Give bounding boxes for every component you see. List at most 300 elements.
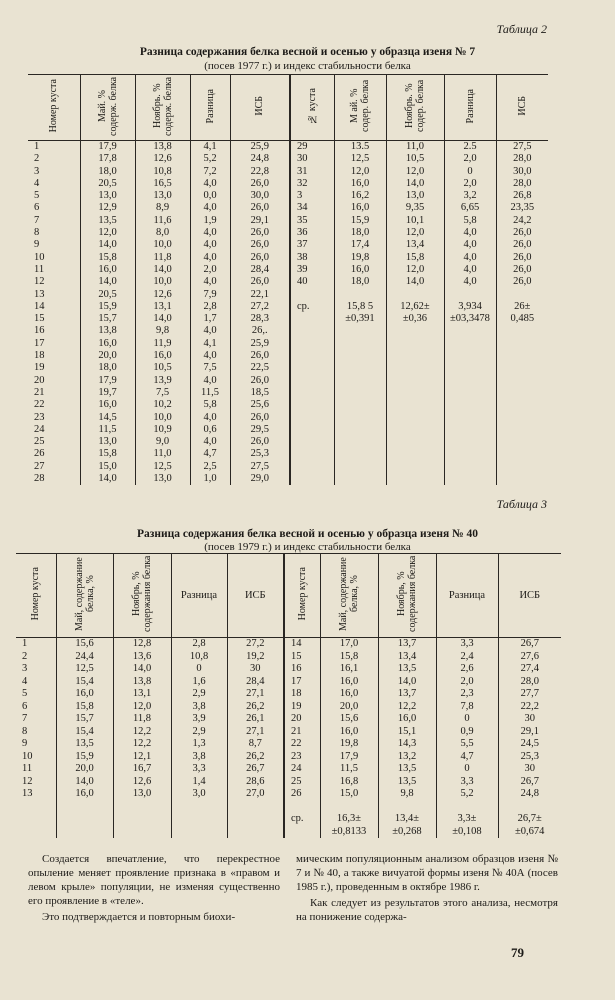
table2-cell: 5,8 [444,215,496,227]
table2-cell: 26,0 [230,252,290,264]
table2-cell [290,424,334,436]
table3-cell: 8 [22,725,28,737]
table3-row [16,663,561,676]
table3-cell: 3,3 [436,776,498,789]
table2-cell: 27,5 [496,141,548,154]
table2-cell [444,399,496,411]
table2-cell: 16,5 [135,178,190,190]
table2-cell [496,387,548,399]
table2-cell: 22 [34,399,45,411]
table3-cell: 12,0 [113,701,171,714]
table3-cell: 26 [284,788,320,801]
table3-cell [320,801,378,814]
table3-row [16,651,561,664]
table3-header-label-9: ИСБ [519,590,541,601]
table3-header-7 [378,554,436,638]
table3-cell [227,813,284,826]
table3-cell: 2,8 [171,638,227,651]
table2-cell: 26,0 [230,436,290,448]
table3-header-label-3: Разница [180,590,218,601]
table2-cell [496,461,548,473]
table2-cell [290,436,334,448]
table2-cell [444,436,496,448]
table3-cell: 15,6 [56,638,113,651]
table3-cell: 22 [284,738,320,751]
table2-cell: 13,0 [80,436,135,448]
table3-cell: 19,8 [320,738,378,751]
table3-cell: 4 [22,675,28,687]
table2-cell: 26± [496,301,548,313]
table2-cell: 27 [34,460,45,472]
table3-cell: 12,5 [56,663,113,676]
table2-cell: 29,5 [230,424,290,436]
table3-cell: 14 [284,638,320,651]
table2-header-0 [28,75,80,141]
table2-cell: 2,0 [444,153,496,165]
table2-cell: 24,2 [496,215,548,227]
table2-cell: 12,0 [334,166,386,178]
table3-cell [378,801,436,814]
table2-row [28,227,548,239]
table2-cell [496,362,548,374]
table3-cell: 16,1 [320,663,378,676]
table2-cell: 10,5 [386,153,444,165]
table2-cell: 28 [34,473,45,485]
table2-cell: 4,0 [190,412,230,424]
table2-cell: 39 [290,264,334,276]
table2-cell: 15,8 [386,252,444,264]
table3-cell: 13,4 [378,651,436,664]
table3-header-2 [113,554,171,638]
table3-cell: 15,9 [56,751,113,764]
table2-cell [386,473,444,485]
table2-row [28,141,548,154]
table3-cell: 16,0 [320,688,378,701]
table2-cell [496,338,548,350]
right-paragraph-1: мическим популяционным анализом образцов изеня № 7 и № 40, а также вичуатой формы изеня № 40А (посев 1985 г.), проведенным в октябре 1986 г. [296,853,558,893]
table2-cell: 16,0 [80,338,135,350]
table2-cell [334,424,386,436]
table2-cell [334,375,386,387]
table2-cell [290,473,334,485]
table2 [28,74,548,485]
table2-cell: 13,1 [135,301,190,313]
table2-cell: 26,0 [496,252,548,264]
table2-cell: 16,0 [80,399,135,411]
table2-cell: 13,8 [135,141,190,154]
table2-cell: 20,5 [80,178,135,190]
table2-cell: 5,8 [190,399,230,411]
table2-cell: 4,1 [190,141,230,154]
table2-cell [290,387,334,399]
table2-cell [444,448,496,460]
table3-cell: 26,7 [498,776,561,789]
table3-cell: 12 [22,775,33,787]
table2-cell: 26,8 [496,190,548,202]
table3-header-label-4: ИСБ [244,590,266,601]
table2-cell: 16,2 [334,190,386,202]
table3-header-3 [171,554,227,638]
table2-cell: 18 [34,350,45,362]
table3-cell: 16,0 [56,788,113,801]
table2-cell: 30,0 [496,166,548,178]
table3-cell: 16,0 [56,688,113,701]
table3-cell: ±0,8133 [320,826,378,839]
table2-header-label-9: ИСБ [516,96,528,116]
table2-header-6 [334,75,386,141]
table2-cell [386,424,444,436]
table2-cell: 10,5 [135,362,190,374]
table2-cell: 25,3 [230,448,290,460]
table3-cell: 24,5 [498,738,561,751]
table2-cell: 16,0 [135,350,190,362]
table2-cell [386,338,444,350]
table3-cell: 13,4± [378,813,436,826]
table3-cell: 19,2 [227,651,284,664]
table2-cell: 19,7 [80,387,135,399]
table2-label: Таблица 2 [496,22,547,36]
table3-cell: 14,3 [378,738,436,751]
table2-cell: 3,2 [444,190,496,202]
table3-cell [56,826,113,839]
table2-cell: 15,0 [80,461,135,473]
table2-cell: 28,0 [496,153,548,165]
table2-cell: 5 [34,190,40,202]
table2-cell [334,436,386,448]
table2-header-5 [290,75,334,141]
text-column-right [296,852,558,924]
table2-cell: 26,0 [496,264,548,276]
table2-cell: 12,5 [135,461,190,473]
table2-cell [444,387,496,399]
table3-cell: ср. [284,813,320,826]
table3-header-row [16,554,561,638]
table2-cell [386,350,444,362]
table2-cell: 12,6 [135,289,190,301]
table3-cell: 15,8 [320,651,378,664]
table3-cell: 5,2 [436,788,498,801]
table3-cell: 24,8 [498,788,561,801]
table3-cell: 25,3 [498,751,561,764]
table3-cell: 1 [22,638,28,649]
table2-cell: 14,0 [386,276,444,288]
table3-cell: 13,2 [378,751,436,764]
table2-cell: 26,. [230,325,290,337]
table2-cell [496,399,548,411]
table3-cell [113,801,171,814]
table2-cell: 26,0 [230,276,290,288]
table2-cell [496,473,548,485]
table2-cell: 28,4 [230,264,290,276]
table3-cell: 20,0 [56,763,113,776]
table2-row [28,202,548,214]
table2-cell: 16,0 [334,178,386,190]
table2-cell: 15,7 [80,313,135,325]
table2-cell: 13,0 [80,190,135,202]
table3-cell: 14,0 [113,663,171,676]
table2-cell: 28,0 [496,178,548,190]
table2-row [28,362,548,374]
table3-cell: 3,9 [171,713,227,726]
table3-cell: 26,7± [498,813,561,826]
table2-cell: 20,0 [80,350,135,362]
table2-cell [386,461,444,473]
table2-cell [290,375,334,387]
table2-cell: 34 [290,202,334,214]
table2-cell: 4,0 [444,276,496,288]
table2-cell: 9,0 [135,436,190,448]
table2-header-label-2: Ноябрь. % содерж. белка [151,76,174,136]
table2-cell: 2,0 [444,178,496,190]
table3-cell: 3,3 [436,638,498,651]
table2-row [28,461,548,473]
table2-cell: 7,2 [190,166,230,178]
table2-cell: 12 [34,276,45,288]
table2-row [28,375,548,387]
table2-title: Разница содержания белка весной и осенью у образца изеня № 7 [139,46,476,58]
table3-body [16,638,561,839]
table2-cell: 26,0 [230,239,290,251]
table3-cell: 27,1 [227,688,284,701]
table3-cell: 15,0 [320,788,378,801]
table2-cell [290,399,334,411]
table3-cell [498,801,561,814]
table2-cell: 8,0 [135,227,190,239]
table2-cell: 25 [34,436,45,448]
table2-cell: 27,5 [230,461,290,473]
table2-cell [496,325,548,337]
table3-header-label-8: Разница [448,590,486,601]
table2-cell: 15,9 [80,301,135,313]
table2-subtitle: (посев 1977 г.) и индекс стабильности белка [204,60,411,72]
table2-header-1 [80,75,135,141]
table2-cell: 25,6 [230,399,290,411]
table3-cell: 15,6 [320,713,378,726]
table2-cell [386,436,444,448]
table2-cell [290,412,334,424]
table3-row [16,701,561,714]
table2-cell: ±0,391 [334,313,386,325]
table2-cell: 16,0 [80,264,135,276]
table2-row [28,399,548,411]
table2-header-label-5: № куста [306,87,318,125]
table2-cell [496,350,548,362]
table2-cell [444,289,496,301]
table2-header-label-3: Разница [204,88,216,124]
table3-cell: 17,0 [320,638,378,651]
table3-header-label-7: Ноябрь, % содержания белка [396,555,418,633]
table2-cell: 13 [34,288,45,300]
table3-cell: 24,4 [56,651,113,664]
table3-cell: 11,8 [113,713,171,726]
table3-row [16,751,561,764]
table2-cell: 3 [290,190,334,202]
table3-header-label-2: Ноябрь, % содержания белка [131,555,153,633]
table3-row [16,713,561,726]
table2-cell [496,412,548,424]
table3-cell: 27,7 [498,688,561,701]
table3-cell: 14,0 [378,676,436,689]
table2-row [28,252,548,264]
table2-cell [290,338,334,350]
table3-cell: 17,9 [320,751,378,764]
table2-cell [386,399,444,411]
table2-row [28,190,548,202]
table2-row [28,338,548,350]
table2-cell: 36 [290,227,334,239]
table2-cell: 35 [290,215,334,227]
table3-header-6 [320,554,378,638]
table2-cell: 10,0 [135,412,190,424]
table2-cell: 8,9 [135,202,190,214]
table2-cell [334,289,386,301]
table2-cell: 26,0 [230,227,290,239]
table3-cell: 15,7 [56,713,113,726]
table3-cell: 27,2 [227,638,284,651]
table3-cell: 7,8 [436,701,498,714]
table3-cell [227,826,284,839]
table2-cell: 2.5 [444,141,496,154]
table2-cell: 13,0 [135,473,190,485]
table3-cell: 12,6 [113,776,171,789]
table2-cell: 12,62± [386,301,444,313]
table2-cell: 11,8 [135,252,190,264]
table2-cell: 40 [290,276,334,288]
table2-cell: 9,8 [135,325,190,337]
table3-cell: 24 [284,763,320,776]
table2-cell [334,448,386,460]
table3-cell [284,801,320,814]
table2-header-3 [190,75,230,141]
table2-row [28,424,548,436]
table2-cell: 22,8 [230,166,290,178]
table2-cell: 14,0 [135,313,190,325]
table3-subtitle: (посев 1979 г.) и индекс стабильности белка [204,541,411,553]
table2-row [28,153,548,165]
table2-cell: 18,0 [334,227,386,239]
table2-cell: 14,0 [80,239,135,251]
table2-header-7 [386,75,444,141]
table2-row [28,289,548,301]
table2-cell [334,387,386,399]
table2-cell: 4,0 [190,375,230,387]
table2-cell: 4,0 [190,436,230,448]
table3-cell: 13,6 [113,651,171,664]
table3-cell [171,813,227,826]
table2-cell: 10,1 [386,215,444,227]
table3-cell: 11,5 [320,763,378,776]
table2-cell [444,461,496,473]
table3-cell: 12,8 [113,638,171,651]
table2-cell: 26,0 [230,178,290,190]
table3-cell: 3 [22,663,28,674]
table2-cell: 4,0 [190,276,230,288]
table2-row [28,239,548,251]
table2-row [28,166,548,178]
table3-title: Разница содержания белка весной и осенью у образца изеня № 40 [137,528,478,540]
table2-cell [290,350,334,362]
table3-cell: 27,6 [498,651,561,664]
table2-cell: 4,0 [444,264,496,276]
table2-cell [290,289,334,301]
table2-cell [496,424,548,436]
table2-cell: 18,0 [334,276,386,288]
table3-cell: 3,0 [171,788,227,801]
table3-cell: 2,9 [171,726,227,739]
table2-cell [444,473,496,485]
table2-cell [444,338,496,350]
table2-cell: 8 [34,227,40,239]
table2-cell: 7,5 [135,387,190,399]
table3-row [16,788,561,801]
table3-cell: 20,0 [320,701,378,714]
table2-cell [290,448,334,460]
table2-cell [334,325,386,337]
table3-header-label-6: Май, содержание белка, % [338,557,360,631]
table3-header-label-1: Май, содержание белка, % [73,557,96,631]
table2-cell: 4,0 [190,350,230,362]
table3-cell: 17 [284,676,320,689]
table2-cell: 26,0 [230,375,290,387]
table3-cell: 15,1 [378,726,436,739]
table3-label: Таблица 3 [496,497,547,511]
table2-cell: 19 [34,362,45,374]
table2-cell: 14,0 [80,276,135,288]
table2-cell: 15,8 [80,448,135,460]
table2-cell [386,325,444,337]
table2-cell: 14 [34,300,45,312]
right-paragraph-2: Как следует из результатов этого анализа, несмотря на понижение содержа- [296,897,558,923]
table2-cell: 14,0 [135,264,190,276]
table2-cell: 23 [34,411,45,423]
table2-cell: 26,0 [496,227,548,239]
table3-cell: 15,4 [56,726,113,739]
table2-row [28,215,548,227]
table2-cell: 12,0 [80,227,135,239]
table3-cell: 12,2 [378,701,436,714]
table3-cell: ±0,108 [436,826,498,839]
left-paragraph-2: Это подтверждается и повторным биохи- [42,911,236,923]
table3-cell: 13,7 [378,688,436,701]
table3-cell: 3,8 [171,751,227,764]
table2-cell: 26,0 [230,202,290,214]
table3-cell: 25 [284,776,320,789]
table2-cell: 26,0 [230,412,290,424]
table3-header-9 [498,554,561,638]
table3-cell: 21 [284,726,320,739]
table2-cell: 12,0 [386,166,444,178]
table2-cell: 11,9 [135,338,190,350]
table3-cell: 12,2 [113,726,171,739]
table2-cell: 0 [444,166,496,178]
table2-cell: 17 [34,337,45,349]
table2-cell: 28,3 [230,313,290,325]
table2-cell: 38 [290,252,334,264]
table2-cell: 4,0 [190,239,230,251]
table2-cell: 10,0 [135,276,190,288]
table3-cell: 2,6 [436,663,498,676]
table2-header-row [28,75,548,141]
table2-cell: 11,0 [386,141,444,154]
table3-cell: 30 [498,713,561,726]
table3-cell: 14,0 [56,776,113,789]
table2-cell [334,362,386,374]
table2-cell: 30 [290,153,334,165]
table2-cell: 15,8 [80,252,135,264]
table2-cell: 2 [34,153,40,165]
table2-cell: 32 [290,178,334,190]
table3-header-label-5: Номер куста [296,567,308,621]
